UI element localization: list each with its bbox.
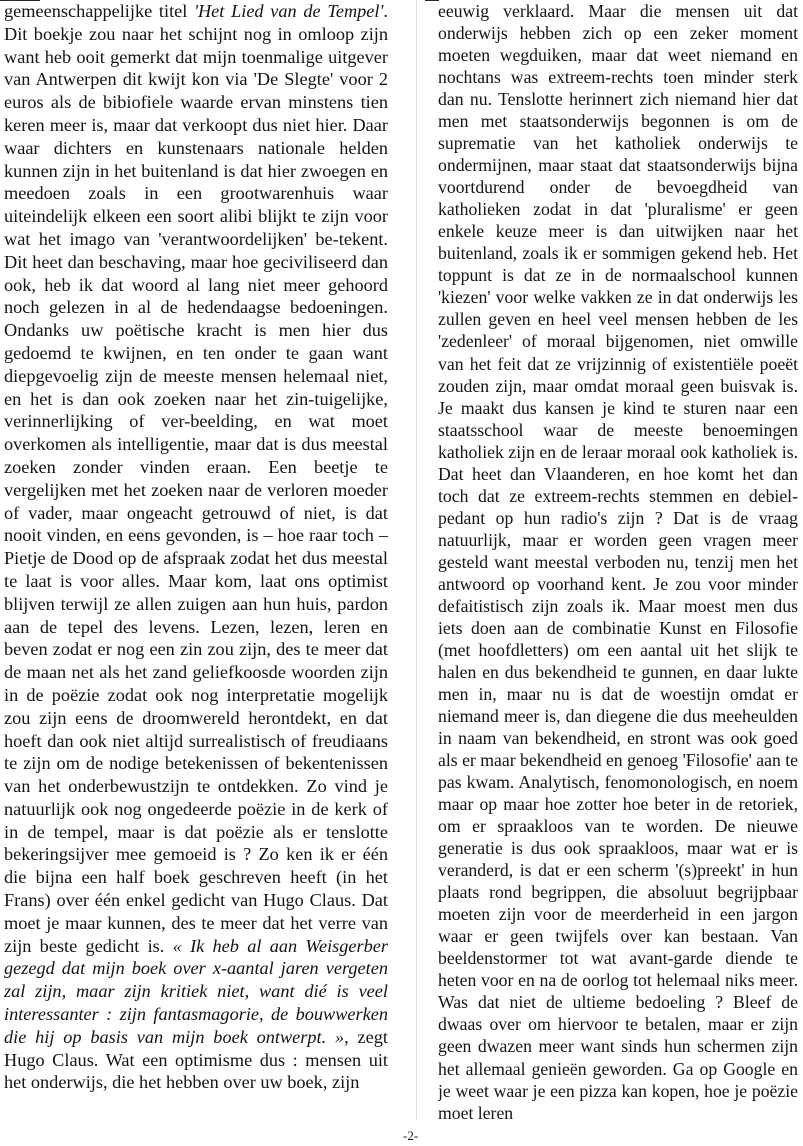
book-title: 'Het Lied van de Tempel': [194, 1, 384, 21]
text-segment: , zegt Hugo Claus. Wat een optimisme dus : mensen uit het onderwijs, die het hebben over uw boek, zijn: [4, 1026, 388, 1093]
page-number: -2-: [403, 1128, 419, 1143]
text-segment: gemeenschappelijke titel: [4, 1, 195, 21]
paragraph-left: [4, 0, 388, 1094]
text-column-right: [438, 0, 798, 1131]
text-segment: eeuwig verklaard. Maar die mensen uit dat onderwijs hebben zich op een zeker moment moeten wegduiken, maar dat weet niemand en nochtans was extreem-rechts toen minder sterk dan nu. Tenslotte herinnert zich niemand hier dat men met staatsonderwijs begonnen is om de suprematie van het katholiek onderwijs te ondermijnen, maar staat dat staatsonderwijs bijna voortdurend onder de bevoegdheid van katholieken zodat in dat 'pluralisme' er geen enkele keuze meer is dan uitwijken naar het buitenland, zoals ik er sommigen gekend heb. Het toppunt is dat ze in de normaalschool kunnen 'kiezen' voor welke vakken ze in dat onderwijs les zullen geven en heel veel mensen hebben de les 'zedenleer' of moraal bijgenomen, niet omwille van het feit dat ze vrijzinnig of existentiële poeët zouden zijn, maar omdat moraal geen buisvak is. Je maakt dus kansen je kind te sturen naar een staatsschool waar de meeste benoemingen katholiek zijn en de leraar moraal ook katholiek is. Dat heet dan Vlaanderen, en hoe komt het dan toch dat ze extreem-rechts stemmen en debiel-pedant op hun radio's zijn ? Dat is de vraag natuurlijk, maar er worden geen vragen meer gesteld want meestal verboden nu, tenzij men het antwoord op voorhand kent. Je zou voor minder defaitistisch zijn zoals ik. Maar moest men dus iets doen aan de combinatie Kunst en Filosofie (met hoofdletters) om een aantal uit het slijk te halen en dus bekendheid te gunnen, en daar lukte men in, maar nu is dat de woestijn omdat er niemand meer is, dan diegene die dus meeheulden in naam van bekendheid, en stront was ook goed als er maar bekendheid en genoeg 'Filosofie' aan te pas kwam. Analytisch, fenomonologisch, en noem maar op maar hoe zotter hoe beter in de retoriek, om er spraakloos van te worden. De nieuwe generatie is dus ook spraakloos, maar wat er is veranderd, is dat er een scherm '(s)preekt' in hun plaats rond begrippen, die absoluut begrijpbaar moeten zijn voor de meerderheid in een jargon waar er geen twijfels over kan bestaan. Van beeldenstormer tot wat avant-garde diende te heten voor en na de oorlog tot helemaal niks meer. Was dat niet de ultieme bedoeling ? Bleef de dwaas over om hiervoor te betalen, maar er zijn geen dwazen meer want sinds hun schermen zijn het allemaal genieën geworden. Ga op Google en je weet waar je een pizza kan kopen, hoe je poëzie moet leren: [438, 1, 798, 1123]
claus-quote: « Ik heb al aan Weisgerber gezegd dat mijn boek over x-aantal jaren vergeten zal zijn, maar zijn kritiek niet, want dié is veel interessanter : zijn fantasmagorie, de bouwwerken die hij op basis van mijn boek ontwerpt. »: [4, 935, 388, 1047]
scan-fold-line: [416, 0, 417, 1120]
text-segment: . Dit boekje zou naar het schijnt nog in omloop zijn want heb ooit gemerkt dat mijn toenmalige uitgever van Antwerpen dit kwijt kon via 'De Slegte' voor 2 euros als de bibiofiele waarde ervan minstens tien keren meer is, maar dat verkoopt dus niet hier. Daar waar dichters en kunstenaars nationale helden kunnen zijn in het buitenland is dat hier zwoegen en meedoen zoals in een grootwarenhuis waar uiteindelijk elkeen een soort alibi blijkt te zijn voor wat het imago van 'verantwoordelijken' be-tekent. Dit heet dan beschaving, maar hoe geciviliseerd dan ook, heb ik dat woord al lang niet meer gehoord noch gelezen in al de hedendaagse bedoeningen. Ondanks uw poëtische kracht is men hier dus gedoemd te kwijnen, en ten onder te gaan want diepgevoelig zijn de meeste mensen helemaal niet, en het is dan ook zoeken naar het zin-tuigelijke, verinnerlijking of ver-beelding, en wat moet overkomen als intelligentie, maar dat is dus meestal zoeken zonder vinden eraan. Een beetje te vergelijken met het zoeken naar de verloren moeder of vader, maar ongeacht getrouwd of niet, is dat nooit vinden, en eens gevonden, is – hoe raar toch – Pietje de Dood op de afspraak zodat het dus meestal te laat is voor alles. Maar kom, laat ons optimist blijven terwijl ze allen zuigen aan hun huis, pardon aan de tepel des levens. Lezen, lezen, leren en beven zodat er nog een zin zou zijn, des te meer dat de maan net als het zand geliefkoosde woorden zijn in de poëzie zodat ook nog interpretatie mogelijk zou zijn eens de droomwereld herontdekt, en dat hoeft dan ook niet altijd surrealistisch of freudiaans te zijn om de nodige betekenissen of bekentenissen van het onderbewustzijn te ontdekken. Zo vind je natuurlijk ook nog ongedeerde poëzie in de kerk of in de tempel, maar is dat poëzie als er tenslotte bekeringsijver mee gemoeid is ? Zo ken ik er één die bijna een half boek geschreven heeft (in het Frans) over één enkel gedicht van Hugo Claus. Dat moet je maar kunnen, des te meer dat het verre van zijn beste gedicht is.: [4, 1, 388, 956]
text-column-left: [4, 0, 388, 1131]
scan-mark-top-right: [425, 0, 439, 1]
paragraph-right: [438, 0, 798, 1124]
